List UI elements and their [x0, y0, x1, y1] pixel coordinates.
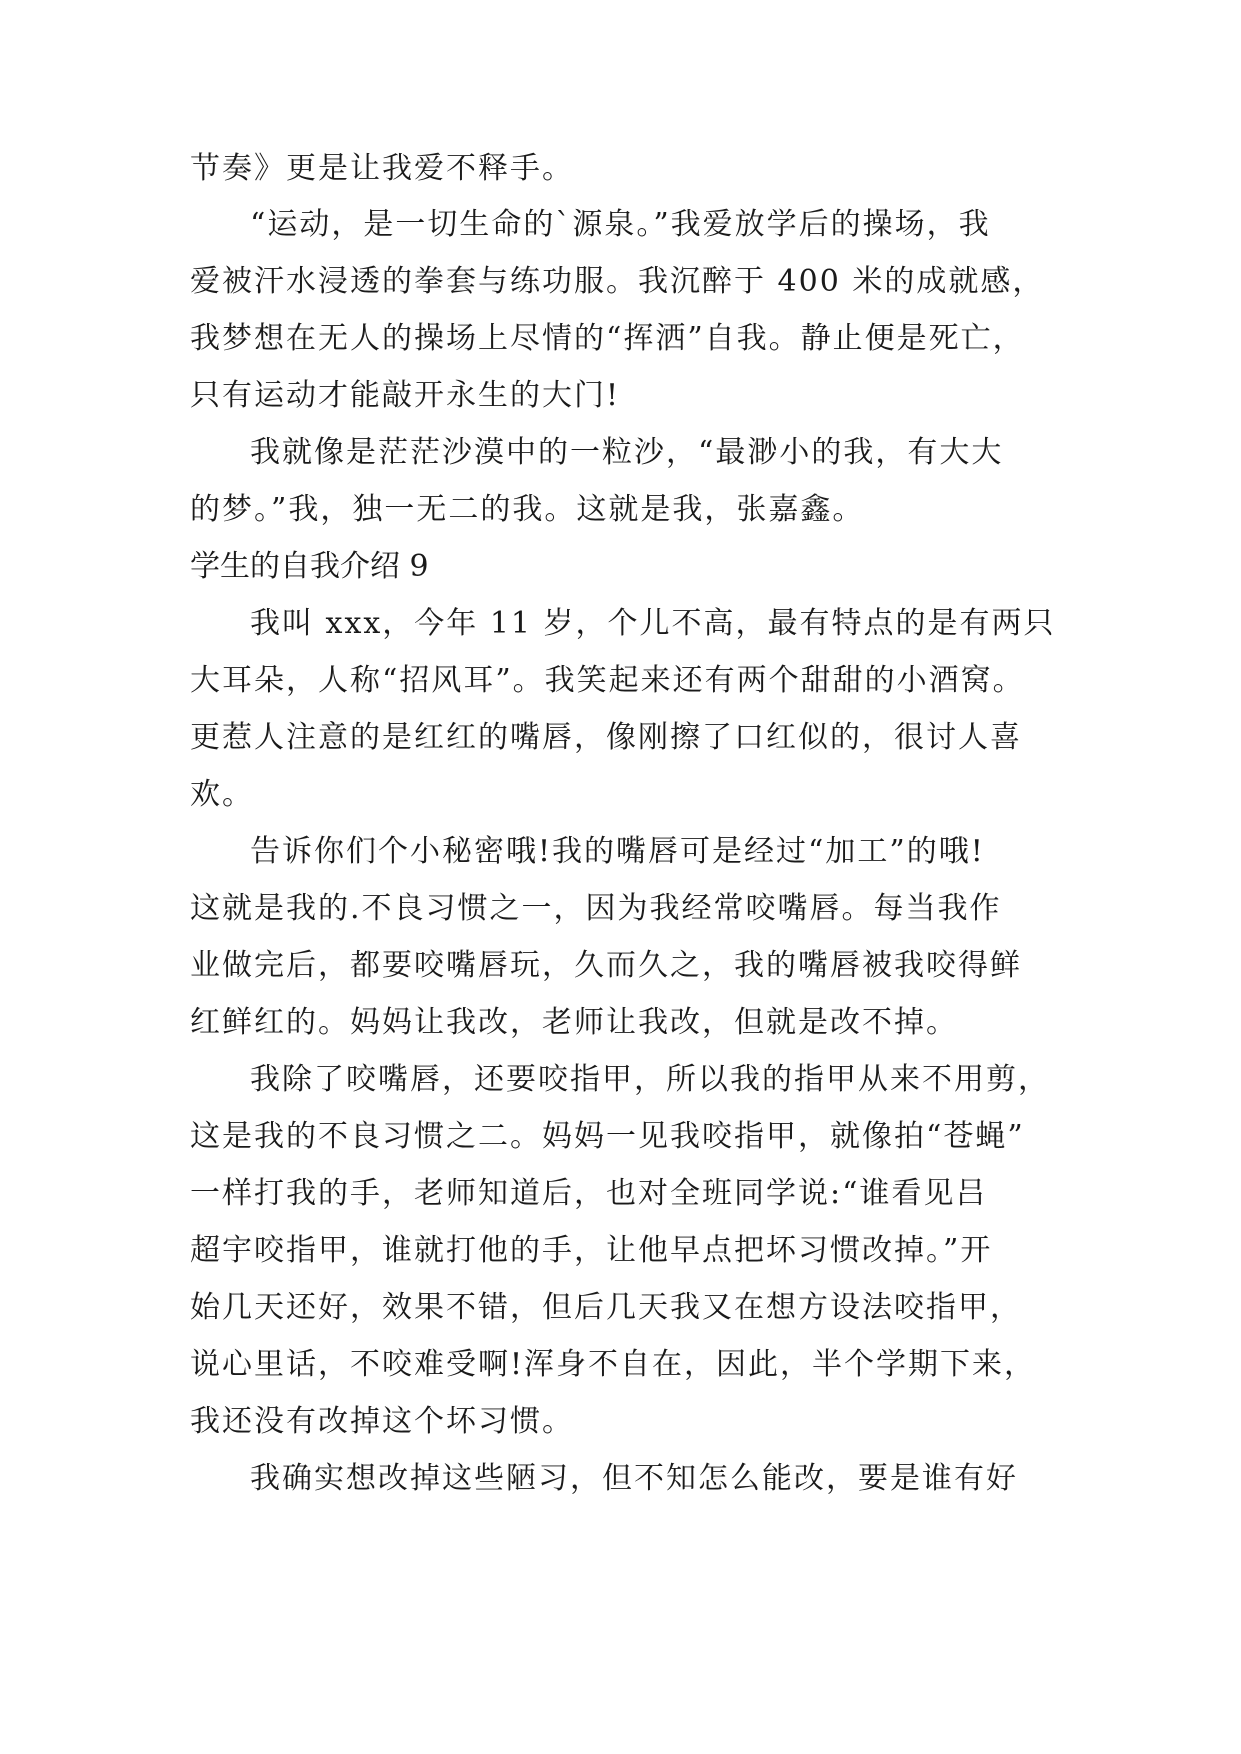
text-line: 爱被汗水浸透的拳套与练功服。我沉醉于 400 米的成就感，	[190, 264, 1045, 299]
text-line: 更惹人注意的是红红的嘴唇，像刚擦了口红似的，很讨人喜	[190, 720, 1022, 755]
text-line: 节奏》更是让我爱不释手。	[190, 151, 574, 186]
paragraph-first-line: 我确实想改掉这些陋习，但不知怎么能改，要是谁有好	[250, 1461, 1018, 1496]
text-line: 我还没有改掉这个坏习惯。	[190, 1404, 574, 1439]
text-line: 业做完后，都要咬嘴唇玩，久而久之，我的嘴唇被我咬得鲜	[190, 948, 1022, 983]
paragraph-first-line: 我叫 xxx，今年 11 岁，个儿不高，最有特点的是有两只	[250, 606, 1056, 641]
text-line: 这是我的不良习惯之二。妈妈一见我咬指甲，就像拍“苍蝇”	[190, 1119, 1025, 1154]
paragraph-first-line: 我就像是茫茫沙漠中的一粒沙，“最渺小的我，有大大	[250, 435, 1004, 470]
text-line: 一样打我的手，老师知道后，也对全班同学说:“谁看见吕	[190, 1176, 988, 1211]
text-line: 只有运动才能敲开永生的大门!	[190, 378, 621, 413]
text-line: 始几天还好，效果不错，但后几天我又在想方设法咬指甲，	[190, 1290, 1022, 1325]
paragraph-first-line: 我除了咬嘴唇，还要咬指甲，所以我的指甲从来不用剪，	[250, 1062, 1050, 1097]
paragraph-first-line: “运动，是一切生命的`源泉。”我爱放学后的操场，我	[250, 207, 991, 242]
text-line: 超宇咬指甲，谁就打他的手，让他早点把坏习惯改掉。”开	[190, 1233, 993, 1268]
paragraph-first-line: 告诉你们个小秘密哦!我的嘴唇可是经过“加工”的哦!	[250, 834, 985, 869]
text-line: 大耳朵，人称“招风耳”。我笑起来还有两个甜甜的小酒窝。	[190, 663, 1025, 698]
text-line: 这就是我的.不良习惯之一，因为我经常咬嘴唇。每当我作	[190, 891, 1002, 926]
text-line: 说心里话，不咬难受啊!浑身不自在，因此，半个学期下来，	[190, 1347, 1037, 1382]
text-line: 欢。	[190, 777, 254, 812]
section-heading: 学生的自我介绍 9	[190, 549, 429, 584]
text-line: 我梦想在无人的操场上尽情的“挥洒”自我。静止便是死亡，	[190, 321, 1025, 356]
text-line: 红鲜红的。妈妈让我改，老师让我改，但就是改不掉。	[190, 1005, 958, 1040]
text-line: 的梦。”我，独一无二的我。这就是我，张嘉鑫。	[190, 492, 865, 527]
